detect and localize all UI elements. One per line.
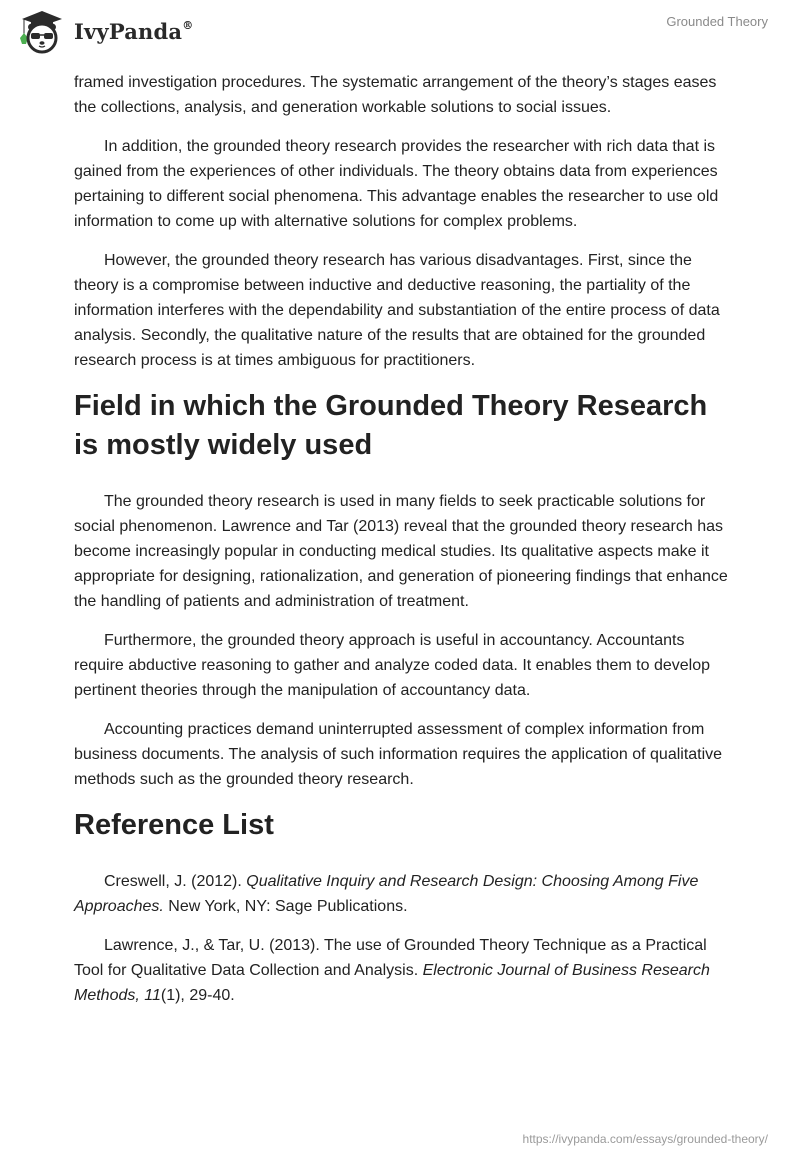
paragraph-continued: framed investigation procedures. The systematic arrangement of the theory’s stages eases the collections, analysis, and generation workable solutions to social issues. [74,74,717,116]
ivypanda-logo[interactable] [16,8,193,54]
essay-content [74,70,734,1022]
document-title: Grounded Theory [666,14,768,29]
paragraph-accountancy: Furthermore, the grounded theory approach is useful in accountancy. Accountants require abductive reasoning to gather and analyze coded data. It enables them to develop pertinent theories through the manipulation of accountancy data. [74,632,710,699]
section-heading-field: Field in which the Grounded Theory Research is mostly widely used [74,390,708,461]
reference-item: Lawrence, J., & Tar, U. (2013). The use of Grounded Theory Technique as a Practical Tool for Qualitative Data Collection and Analysis. Electronic Journal of Business Research Methods, 11(1), 29-40. [74,937,710,1004]
paragraph-disadvantages: However, the grounded theory research has various disadvantages. First, since the theory is a compromise between inductive and deductive reasoning, the partiality of the information interferes with the dependability and substantiation of the entire process of data analysis. Secondly, the qualitative nature of the results that are obtained for the grounded research process is at times ambiguous for practitioners. [74,252,720,369]
source-url-link[interactable]: https://ivypanda.com/essays/grounded-theory/ [522,1132,768,1146]
paragraph-accounting-practices: Accounting practices demand uninterrupted assessment of complex information from business documents. The analysis of such information requires the application of qualitative methods such as the grounded theory research. [74,721,723,788]
reference-item: Creswell, J. (2012). Qualitative Inquiry and Research Design: Choosing Among Five Approaches. New York, NY: Sage Publications. [74,873,699,915]
paragraph-advantage: In addition, the grounded theory research provides the researcher with rich data that is gained from the experiences of other individuals. The theory obtains data from experiences pertaining to different social phenomena. This advantage enables the researcher to use old information to come up with alternative solutions for complex problems. [74,138,719,230]
section-heading-references: Reference List [74,809,274,841]
paragraph-fields: The grounded theory research is used in many fields to seek practicable solutions for social phenomenon. Lawrence and Tar (2013) reveal that the grounded theory research has become increasingly popular in conducting medical studies. Its qualitative aspects make it appropriate for designing, rationalization, and generation of pioneering findings that enhance the handling of patients and administration of treatment. [74,493,728,610]
brand-name: IvyPanda® [74,18,194,44]
panda-graduate-icon [16,8,68,54]
page-header [0,0,800,62]
